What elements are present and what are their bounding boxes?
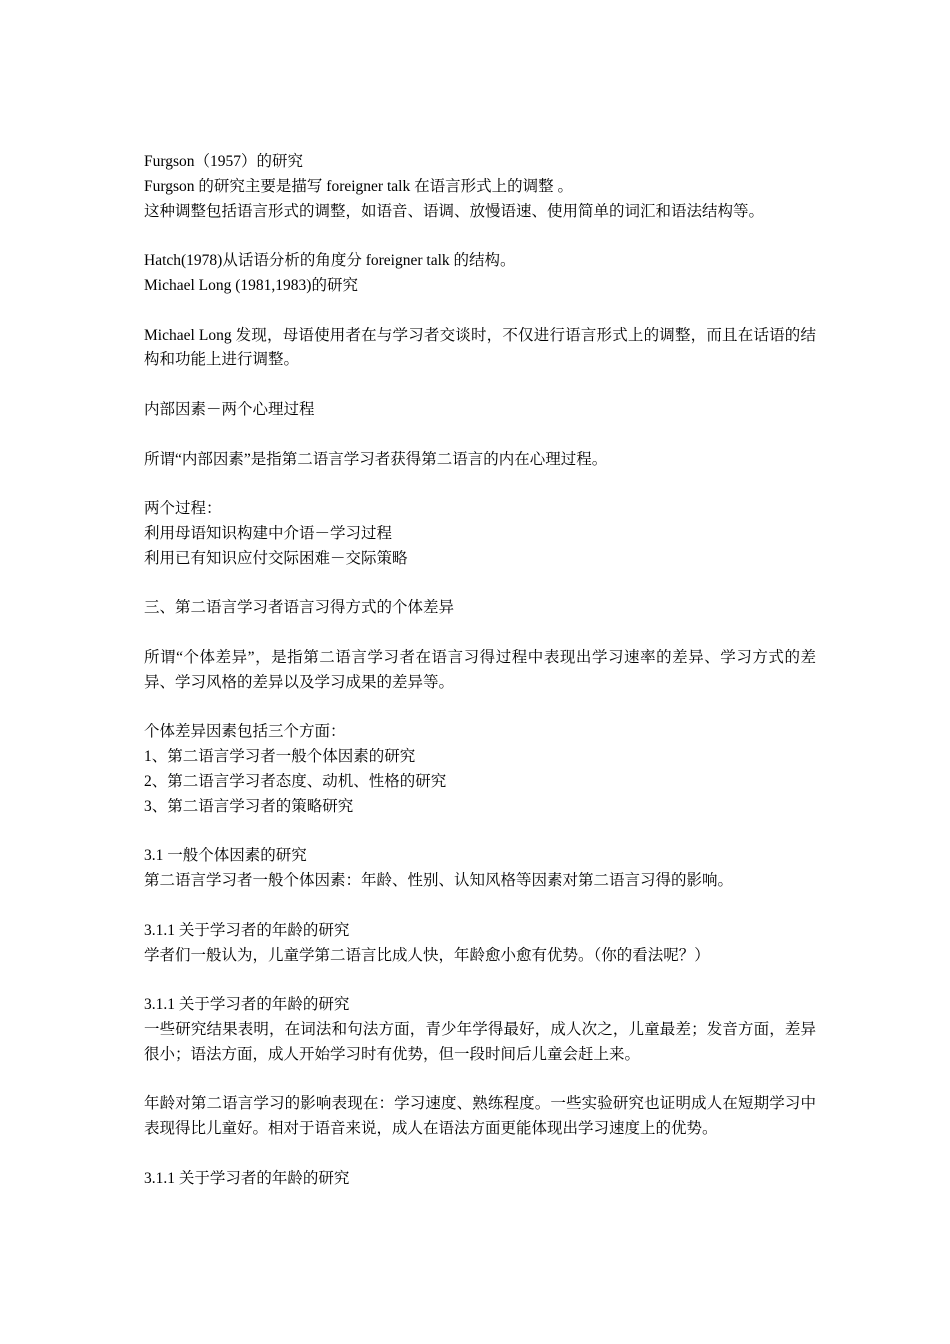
blank-line [144,968,816,993]
heading-long: Michael Long (1981,1983)的研究 [144,276,358,294]
section-heading: 3.1 一般个体因素的研究 [144,847,307,865]
text-line: Furgson 的研究主要是描写 foreigner talk 在语言形式上的调整 。 [144,177,573,195]
blank-line [144,621,816,646]
list-item: 2、第二语言学习者态度、动机、性格的研究 [144,772,447,790]
blank-line [144,224,816,249]
blank-line [144,423,816,448]
blank-line [144,373,816,398]
section-heading: 3.1.1 关于学习者的年龄的研究 [144,1169,350,1187]
blank-line [144,820,816,845]
text-line: 两个过程： [144,500,222,518]
text-line: 学者们一般认为，儿童学第二语言比成人快，年龄愈小愈有优势。（你的看法呢？） [144,946,710,964]
section-heading: 3.1.1 关于学习者的年龄的研究 [144,996,350,1014]
blank-line [144,572,816,597]
paragraph: 所谓“个体差异”，是指第二语言学习者在语言习得过程中表现出学习速率的差异、学习方式的差异、学习风格的差异以及学习成果的差异等。 [144,648,816,691]
text-line: 这种调整包括语言形式的调整，如语音、语调、放慢语速、使用简单的词汇和语法结构等。 [144,202,765,220]
blank-line [144,472,816,497]
list-item: 利用母语知识构建中介语－学习过程 [144,524,393,542]
blank-line [144,894,816,919]
section-heading: 内部因素－两个心理过程 [144,400,315,418]
section-heading: 三、第二语言学习者语言习得方式的个体差异 [144,599,455,617]
list-item: 1、第二语言学习者一般个体因素的研究 [144,748,416,766]
text-line: Hatch(1978)从话语分析的角度分 foreigner talk 的结构。 [144,252,516,270]
paragraph: 年龄对第二语言学习的影响表现在：学习速度、熟练程度。一些实验研究也证明成人在短期学习中表现得比儿童好。相对于语音来说，成人在语法方面更能体现出学习速度上的优势。 [144,1095,816,1138]
text-line: 所谓“内部因素”是指第二语言学习者获得第二语言的内在心理过程。 [144,450,608,468]
text-line: 个体差异因素包括三个方面： [144,723,346,741]
section-heading: 3.1.1 关于学习者的年龄的研究 [144,921,350,939]
document-body [144,150,816,1191]
blank-line [144,696,816,721]
blank-line [144,1067,816,1092]
text-line: 第二语言学习者一般个体因素：年龄、性别、认知风格等因素对第二语言习得的影响。 [144,872,734,890]
list-item: 3、第二语言学习者的策略研究 [144,797,354,815]
blank-line [144,1142,816,1167]
list-item: 利用已有知识应付交际困难－交际策略 [144,549,408,567]
paragraph: 一些研究结果表明，在词法和句法方面，青少年学得最好，成人次之，儿童最差；发音方面，差异很小；语法方面，成人开始学习时有优势，但一段时间后儿童会赶上来。 [144,1020,816,1063]
heading-furgson: Furgson（1957）的研究 [144,153,304,170]
blank-line [144,299,816,324]
paragraph: Michael Long 发现，母语使用者在与学习者交谈时，不仅进行语言形式上的调整，而且在话语的结构和功能上进行调整。 [144,326,816,369]
